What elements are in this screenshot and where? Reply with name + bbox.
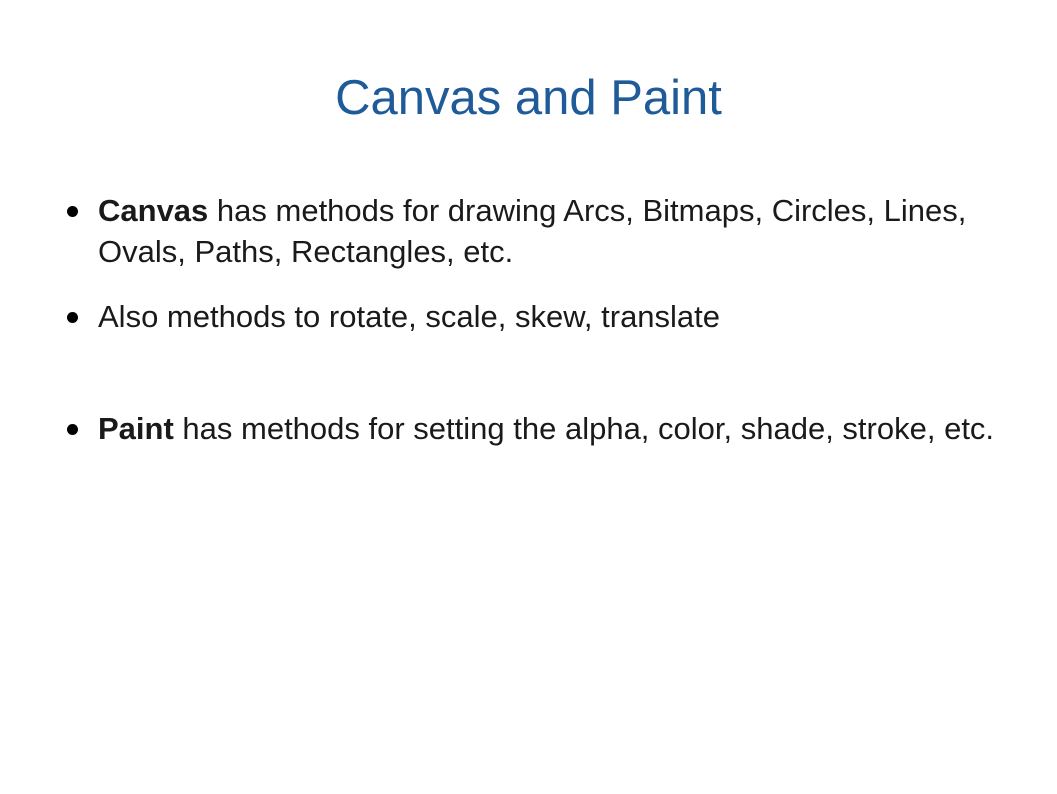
bullet-item-canvas (64, 190, 1024, 272)
bullet-dot-icon (67, 312, 78, 323)
bullet-text: Also methods to rotate, scale, skew, translate (98, 299, 721, 334)
bullet-text: has methods for setting the alpha, color, shade, stroke, etc. (173, 411, 995, 446)
bullet-keyword: Paint (98, 411, 174, 446)
bullet-item-transform-methods (64, 296, 1024, 337)
slide-title: Canvas and Paint (335, 71, 722, 125)
bullet-list (64, 190, 1024, 449)
bullet-dot-icon (67, 206, 78, 217)
bullet-item-paint (64, 408, 1024, 449)
bullet-text: has methods for drawing Arcs, Bitmaps, Circles, Lines, Ovals, Paths, Rectangles, etc. (98, 193, 967, 269)
bullet-keyword: Canvas (98, 193, 209, 228)
bullet-dot-icon (67, 424, 78, 435)
